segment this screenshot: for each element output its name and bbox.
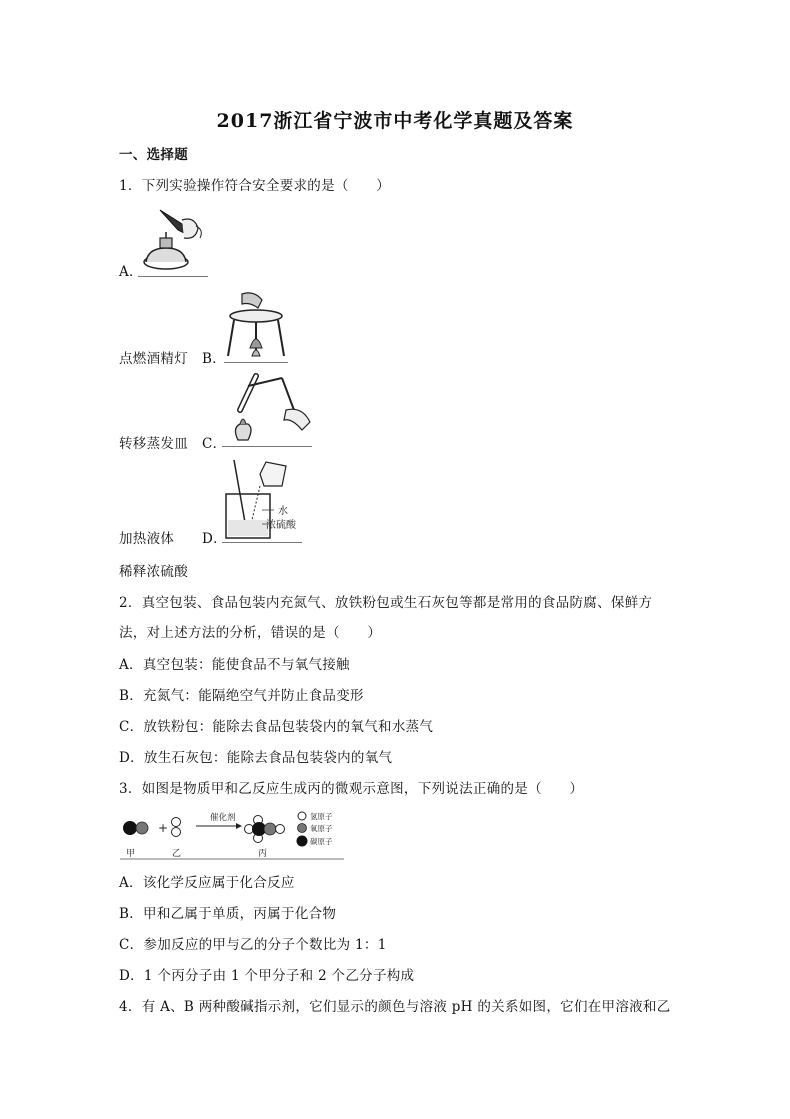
label-yi: 乙: [172, 849, 182, 859]
legend-hydrogen: 氢原子: [310, 812, 333, 821]
q4-stem: 4．有 A、B 两种酸碱指示剂，它们显示的颜色与溶液 pH 的关系如图，它们在甲溶液和乙: [119, 999, 671, 1015]
q1-stem: 1．下列实验操作符合安全要求的是（ ）: [119, 178, 391, 194]
section-heading: 一、选择题: [119, 147, 188, 163]
q2-stem-line1: 2．真空包装、食品包装内充氮气、放铁粉包或生石灰包等都是常用的食品防腐、保鲜方: [119, 595, 653, 611]
hydrogen-atom-icon: [172, 818, 181, 827]
legend-oxygen-icon: [298, 824, 307, 833]
legend-carbon: 碳原子: [310, 837, 333, 846]
q2-stem-line2: 法，对上述方法的分析，错误的是（ ）: [119, 625, 382, 641]
q3-option-b: B．甲和乙属于单质，丙属于化合物: [119, 906, 337, 922]
svg-text:+: +: [158, 821, 169, 835]
q1-option-c-figure: [222, 370, 314, 446]
q1-option-d-caption: 稀释浓硫酸: [119, 564, 188, 580]
q1-option-d-water-label: 水: [278, 506, 288, 517]
q1-option-d-label: D．: [202, 531, 227, 547]
legend-carbon-icon: [297, 836, 308, 847]
q2-option-c: C．放铁粉包：能除去食品包装袋内的氧气和水蒸气: [119, 719, 434, 735]
legend-oxygen: 氧原子: [310, 824, 333, 833]
q1-option-b-caption: 转移蒸发皿: [119, 436, 188, 452]
arrow-right-icon: [236, 823, 242, 829]
hydrogen-atom-icon: [172, 828, 181, 837]
q1-option-d-acid-label: 浓硫酸: [266, 520, 296, 531]
q1-option-a-underline: [138, 276, 208, 277]
catalyst-label: 催化剂: [210, 813, 236, 823]
q1-option-c-label: C．: [202, 436, 227, 452]
label-bing: 丙: [258, 849, 268, 859]
q2-option-b: B．充氮气：能隔绝空气并防止食品变形: [119, 688, 364, 704]
q1-option-a-caption: 点燃酒精灯: [119, 351, 188, 367]
q3-option-a: A．该化学反应属于化合反应: [119, 875, 295, 891]
q1-option-a-label: A．: [119, 264, 143, 280]
q3-option-c: C．参加反应的甲与乙的分子个数比为 1：1: [119, 937, 387, 953]
q1-option-c-caption: 加热液体: [119, 531, 175, 547]
q1-option-b-underline: [224, 362, 288, 363]
legend-hydrogen-icon: [298, 812, 306, 820]
carbon-atom-icon: [123, 821, 137, 835]
q1-option-c-underline: [222, 446, 312, 447]
q1-option-d-underline: [222, 542, 302, 543]
q1-option-d-figure: [222, 458, 304, 542]
q1-option-b-figure: [224, 290, 288, 362]
document-title: 2017浙江省宁波市中考化学真题及答案: [216, 110, 574, 132]
q3-reaction-figure: [118, 808, 346, 862]
label-jia: 甲: [126, 849, 136, 859]
q2-option-d: D．放生石灰包：能除去食品包装袋内的氧气: [119, 750, 393, 766]
q3-option-d: D．1 个丙分子由 1 个甲分子和 2 个乙分子构成: [119, 968, 415, 984]
q3-stem: 3．如图是物质甲和乙反应生成丙的微观示意图，下列说法正确的是（ ）: [119, 781, 584, 797]
q2-option-a: A．真空包装：能使食品不与氧气接触: [119, 657, 350, 673]
q1-option-b-label: B．: [202, 351, 227, 367]
oxygen-atom-icon: [136, 822, 148, 834]
q1-option-a-figure: [138, 204, 210, 276]
